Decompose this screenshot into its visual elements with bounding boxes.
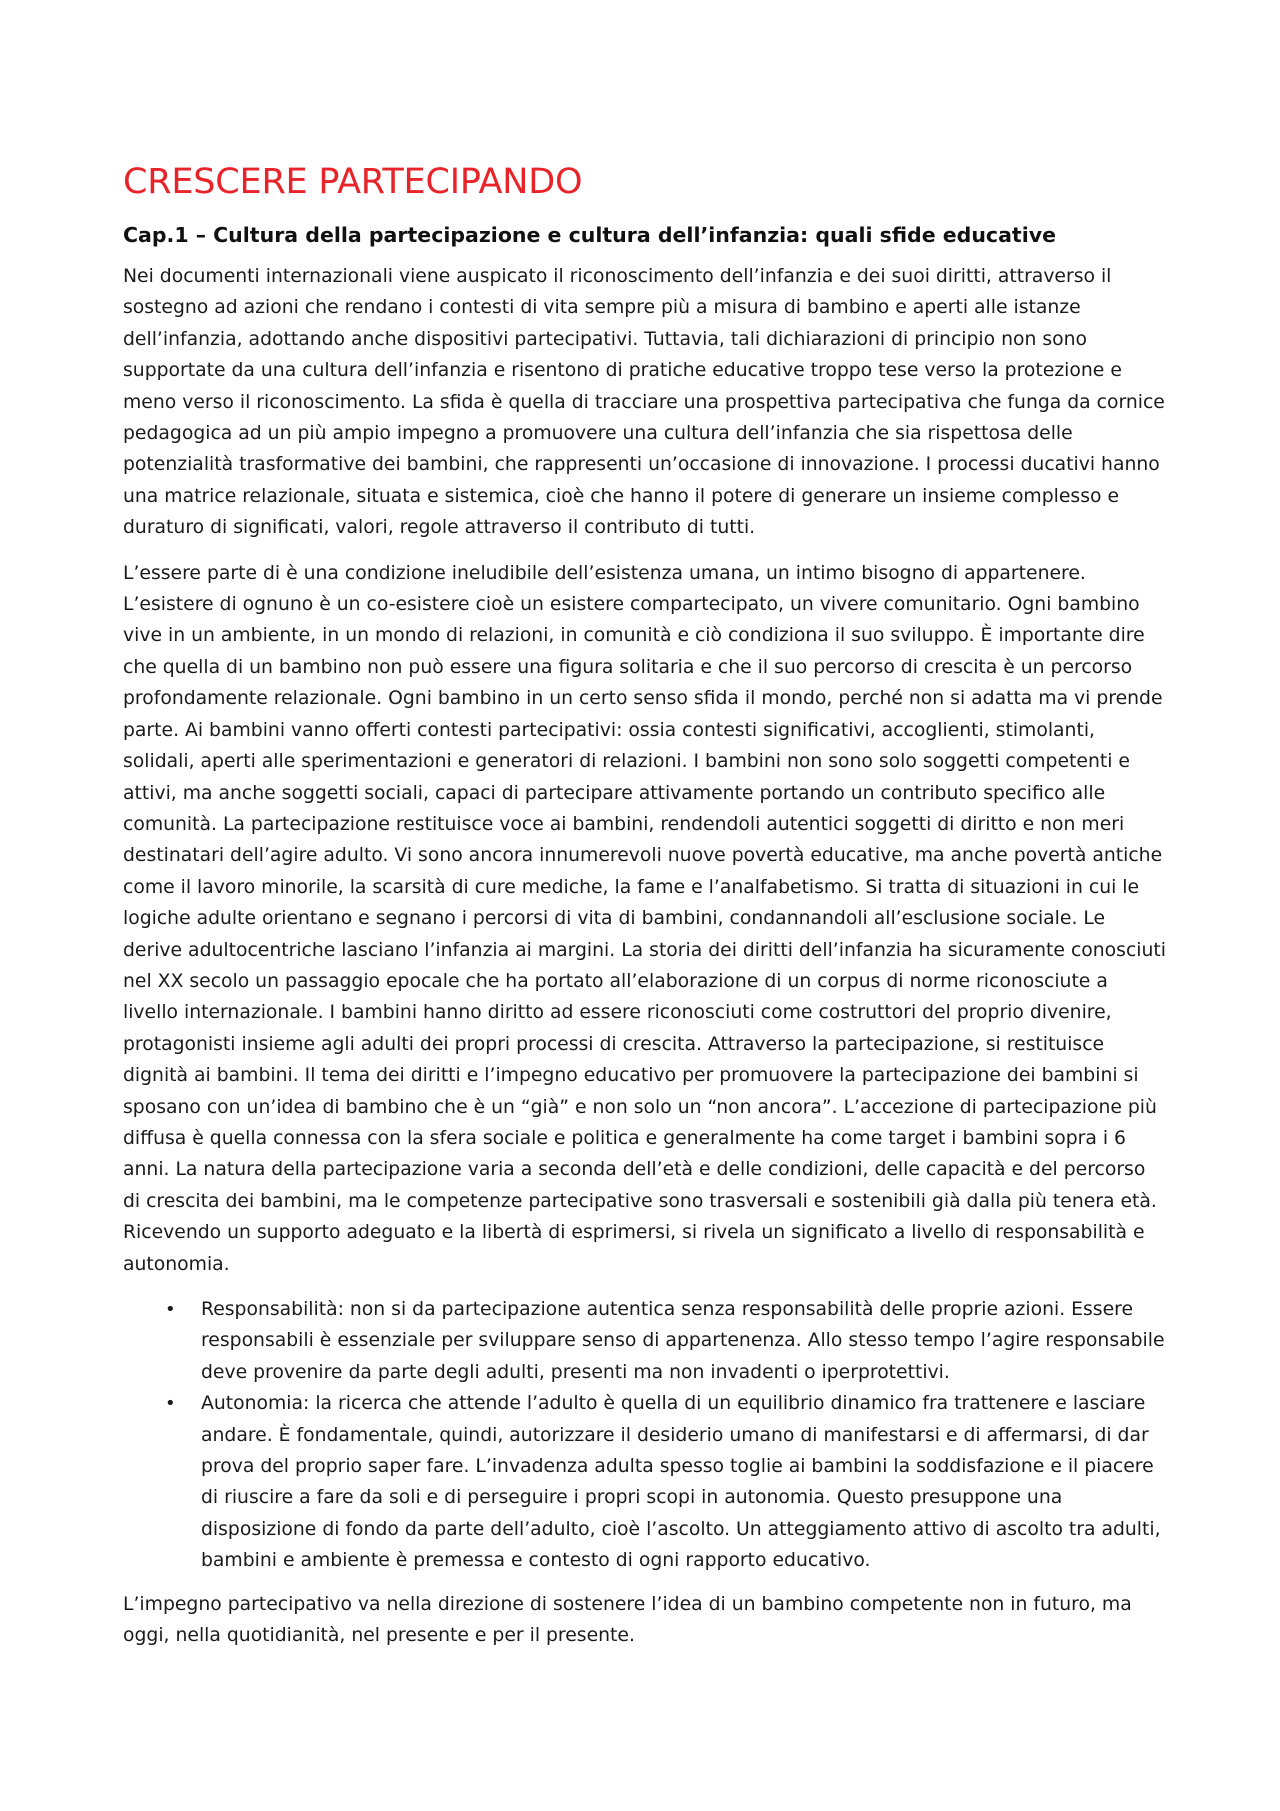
list-item-responsabilita xyxy=(123,1294,1168,1388)
paragraph-intro: Nei documenti internazionali viene auspicato il riconoscimento dell’infanzia e dei suoi diritti, attraverso il sostegno ad azioni che rendano i contesti di vita sempre più a misura di bambino e aperti alle istanze dell’infanzia, adottando anche dispositivi partecipativi. Tuttavia, tali dichiarazioni di principio non sono supportate da una cultura dell’infanzia e risentono di pratiche educative troppo tese verso la protezione e meno verso il riconoscimento. La sfida è quella di tracciare una prospettiva partecipativa che funga da cornice pedagogica ad un più ampio impegno a promuovere una cultura dell’infanzia che sia rispettosa delle potenzialità trasformative dei bambini, che rappresenti un’occasione di innovazione. I processi ducativi hanno una matrice relazionale, situata e sistemica, cioè che hanno il potere di generare un insieme complesso e duraturo di significati, valori, regole attraverso il contributo di tutti. xyxy=(123,266,1165,539)
paragraph-closing: L’impegno partecipativo va nella direzione di sostenere l’idea di un bambino competente non in futuro, ma oggi, nella quotidianità, nel presente e per il presente. xyxy=(123,1593,1132,1647)
bullet-list xyxy=(123,1294,1168,1577)
list-item-autonomia xyxy=(123,1388,1168,1576)
document-title: CRESCERE PARTECIPANDO xyxy=(123,162,583,202)
list-item-text: Responsabilità: non si da partecipazione autentica senza responsabilità delle proprie azioni. Essere responsabili è essenziale per sviluppare senso di appartenenza. Allo stesso tempo l’agire responsabile deve provenire da parte degli adulti, presenti ma non invadenti o iperprotettivi. xyxy=(201,1299,1165,1383)
bullet-icon: • xyxy=(165,1393,176,1415)
bullet-icon: • xyxy=(165,1299,176,1320)
list-item-text: Autonomia: la ricerca che attende l’adulto è quella di un equilibrio dinamico fra trattenere e lasciare andare. È fondamentale, quindi, autorizzare il desiderio umano di manifestarsi e di affermarsi, di dar prova del proprio saper fare. L’invadenza adulta spesso toglie ai bambini la soddisfazione e il piacere di riuscire a fare da soli e di perseguire i propri scopi in autonomia. Questo presuppone una disposizione di fondo da parte dell’adulto, cioè l’ascolto. Un atteggiamento attivo di ascolto tra adulti, bambini e ambiente è premessa e contesto di ogni rapporto educativo. xyxy=(201,1393,1161,1572)
paragraph-participation: L’essere parte di è una condizione ineludibile dell’esistenza umana, un intimo bisogno di appartenere. L’esistere di ognuno è un co-esistere cioè un esistere compartecipato, un vivere comunitario. Ogni bambino vive in un ambiente, in un mondo di relazioni, in comunità e ciò condiziona il suo sviluppo. È importante dire che quella di un bambino non può essere una figura solitaria e che il suo percorso di crescita è un percorso profondamente relazionale. Ogni bambino in un certo senso sfida il mondo, perché non si adatta ma vi prende parte. Ai bambini vanno offerti contesti partecipativi: ossia contesti significativi, accoglienti, stimolanti, solidali, aperti alle sperimentazioni e generatori di relazioni. I bambini non sono solo soggetti competenti e attivi, ma anche soggetti sociali, capaci di partecipare attivamente portando un contributo specifico alle comunità. La partecipazione restituisce voce ai bambini, rendendoli autentici soggetti di diritto e non meri destinatari dell’agire adulto. Vi sono ancora innumerevoli nuove povertà educative, ma anche povertà antiche come il lavoro minorile, la scarsità di cure mediche, la fame e l’analfabetismo. Si tratta di situazioni in cui le logiche adulte orientano e segnano i percorsi di vita di bambini, condannandoli all’esclusione sociale. Le derive adultocentriche lasciano l’infanzia ai margini. La storia dei diritti dell’infanzia ha sicuramente conosciuti nel XX secolo un passaggio epocale che ha portato all’elaborazione di un corpus di norme riconosciute a livello internazionale. I bambini hanno diritto ad essere riconosciuti come costruttori del proprio divenire, protagonisti insieme agli adulti dei propri processi di crescita. Attraverso la partecipazione, si restituisce dignità ai bambini. Il tema dei diritti e l’impegno educativo per promuovere la partecipazione dei bambini si sposano con un’idea di bambino che è un “già” e non solo un “non ancora”. L’accezione di partecipazione più diffusa è quella connessa con la sfera sociale e politica e generalmente ha come target i bambini sopra i 6 anni. La natura della partecipazione varia a seconda dell’età e delle condizioni, delle capacità e del percorso di crescita dei bambini, ma le competenze partecipative sono trasversali e sostenibili già dalla più tenera età. Ricevendo un supporto adeguato e la libertà di esprimersi, si rivela un significato a livello di responsabilità e autonomia. xyxy=(123,562,1166,1275)
document-page xyxy=(123,156,1168,1651)
chapter-heading: Cap.1 – Cultura della partecipazione e cultura dell’infanzia: quali sfide educative xyxy=(123,223,1057,247)
